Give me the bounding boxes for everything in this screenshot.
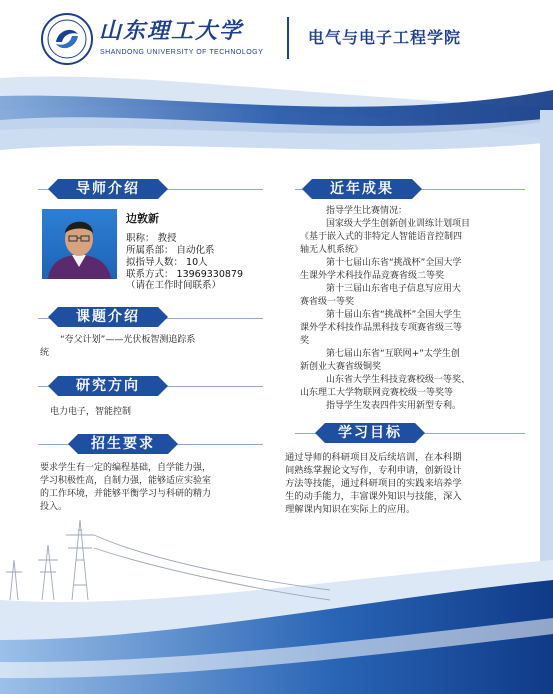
- university-name: 山东理工大学: [99, 18, 244, 44]
- section-heading-research: 研究方向: [58, 376, 158, 396]
- results-line: 生课外学术科技作品竞赛省级二等奖: [300, 271, 445, 281]
- results-line: 第十届山东省“挑战杯”全国大学生: [326, 310, 462, 320]
- results-line: 指导学生发表四件实用新型专利。: [326, 401, 462, 411]
- mentor-department: 所属系部： 自动化系: [126, 245, 215, 256]
- mentor-contact-note: （请在工作时间联系）: [126, 280, 222, 291]
- results-line: 第十七届山东省“挑战杯”全国大学: [326, 258, 462, 268]
- results-line: 第十三届山东省电子信息写应用大: [326, 284, 462, 294]
- university-name-en: SHANDONG UNIVERSITY OF TECHNOLOGY: [100, 49, 264, 56]
- results-text: [300, 205, 538, 413]
- results-line: 国家级大学生创新创业训练计划项目: [326, 219, 471, 229]
- section-heading-goals: 学习目标: [325, 423, 415, 443]
- goals-text: [285, 451, 540, 516]
- research-text: 电力电子，智能控制: [50, 407, 132, 417]
- recruit-line: 要求学生有一定的编程基础，自学能力强，: [40, 463, 212, 473]
- topic-text: [40, 334, 270, 360]
- results-line: 轴无人机系统》: [300, 245, 364, 255]
- goals-line: 间熟练掌握论文写作，专利申请，创新设计: [285, 465, 462, 476]
- section-heading-topic: 课题介绍: [58, 307, 158, 327]
- topic-line: “夸父计划”——光伏板智测追踪系: [60, 335, 196, 345]
- goals-line: 生的动手能力，丰富课外知识与技能，深入: [285, 491, 462, 502]
- results-line: 山东理工大学物联网竞赛校级一等奖等: [300, 388, 454, 398]
- header-divider: [287, 17, 289, 59]
- mentor-quota: 拟指导人数： 10人: [126, 257, 208, 268]
- goals-line: 理解课内知识在实际上的应用。: [285, 504, 416, 515]
- section-heading-results: 近年成果: [312, 179, 412, 199]
- results-line: 《基于嵌入式的非特定人智能语音控制四: [300, 232, 463, 242]
- mentor-name: 边敦新: [126, 212, 159, 225]
- mentor-title: 职称： 教授: [126, 233, 177, 244]
- results-line: 赛省级一等奖: [300, 297, 355, 307]
- results-line: 课外学术科技作品黑科技专项赛省级三等: [300, 323, 463, 333]
- results-line: 新创业大赛省级铜奖: [300, 362, 382, 372]
- results-line: 指导学生比赛情况：: [326, 206, 408, 216]
- recruit-text: [40, 462, 275, 514]
- university-logo-icon: [40, 12, 94, 66]
- results-line: 奖: [300, 336, 310, 346]
- topic-line: 统: [40, 348, 50, 358]
- mentor-photo: [42, 209, 117, 279]
- mentor-contact: 联系方式： 13969330879: [126, 269, 244, 280]
- goals-line: 通过导师的科研项目及后续培训，在本科期: [285, 452, 462, 463]
- section-heading-mentor: 导师介绍: [58, 179, 158, 199]
- recruit-line: 学习积极性高，自制力强，能够适应实验室: [40, 476, 212, 486]
- section-heading-recruit: 招生要求: [78, 434, 168, 454]
- recruit-line: 投入。: [40, 502, 68, 512]
- recruit-line: 的工作环境，并能够平衡学习与科研的精力: [40, 489, 212, 499]
- results-line: 山东省大学生科技竞赛校级一等奖、: [326, 375, 471, 385]
- department-title: 电气与电子工程学院: [308, 28, 462, 47]
- results-line: 第七届山东省“互联网+”太学生创: [326, 349, 460, 359]
- goals-line: 方法等技能，通过科研项目的实践来培养学: [285, 478, 462, 489]
